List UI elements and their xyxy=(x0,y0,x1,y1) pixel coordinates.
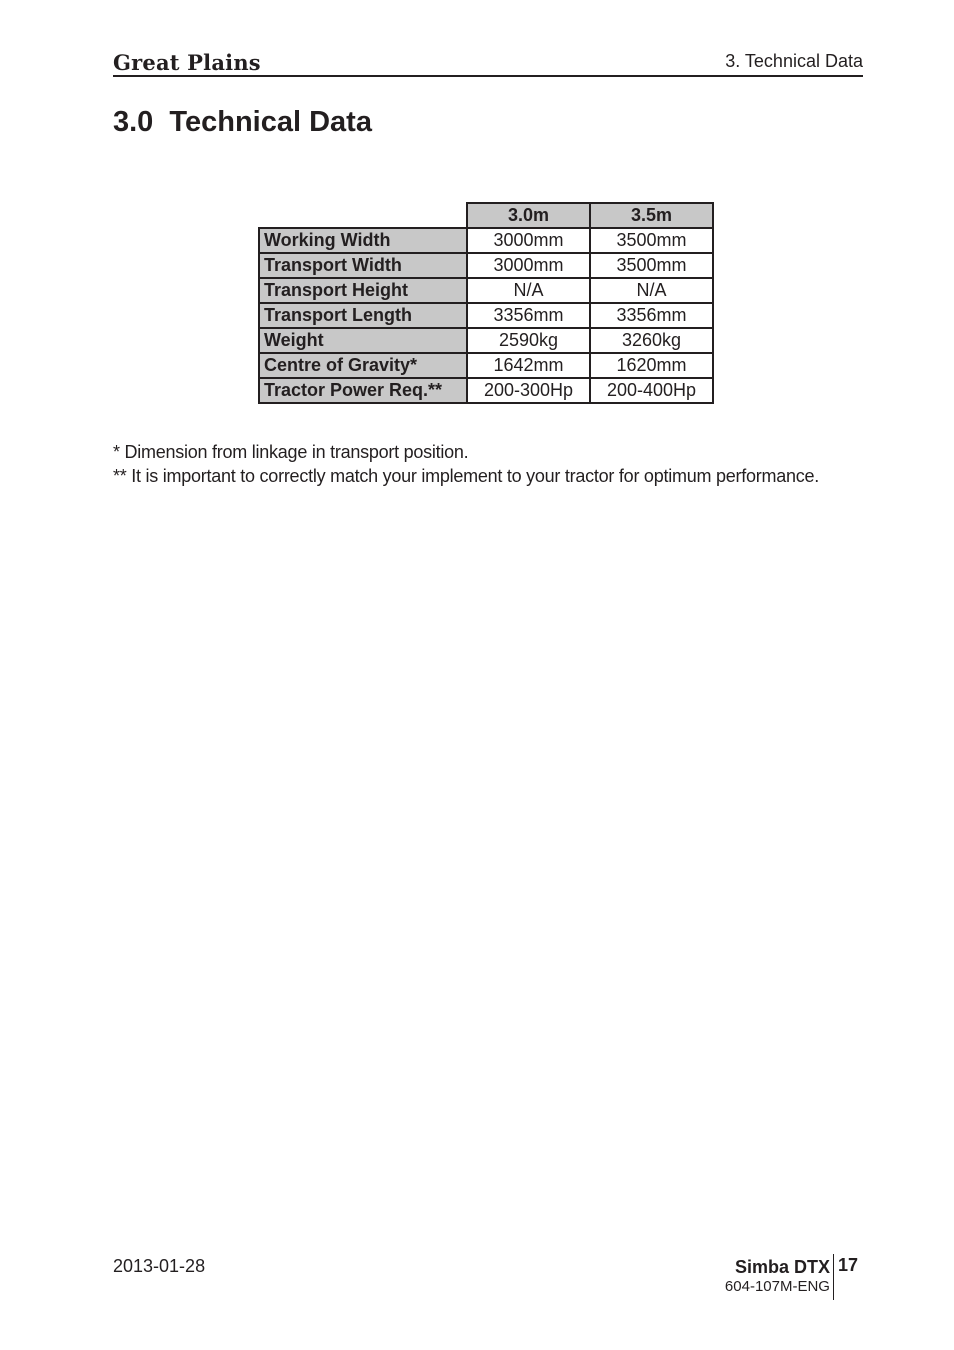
column-header-3-0m: 3.0m xyxy=(467,203,590,228)
footer-date: 2013-01-28 xyxy=(113,1256,206,1276)
row-label: Transport Length xyxy=(259,303,467,328)
table-row xyxy=(259,353,713,378)
table-cell: 200-300Hp xyxy=(467,378,590,403)
page-number: 17 xyxy=(837,1255,858,1275)
footnote-tractor-match: ** It is important to correctly match your implement to your tractor for optimum performance. xyxy=(113,466,820,486)
page-title: 3.0 Technical Data xyxy=(113,106,372,138)
product-name: Simba DTX xyxy=(734,1257,830,1277)
section-reference: 3. Technical Data xyxy=(725,51,863,71)
table-cell: 1642mm xyxy=(467,353,590,378)
table-corner xyxy=(259,203,467,228)
table-row xyxy=(259,278,713,303)
footnote-dimension: * Dimension from linkage in transport position. xyxy=(113,442,469,462)
page-header xyxy=(113,48,863,77)
table-cell: 3500mm xyxy=(590,253,713,278)
table-cell: 3000mm xyxy=(467,253,590,278)
table-cell: 3260kg xyxy=(590,328,713,353)
table-row xyxy=(259,328,713,353)
table-cell: 1620mm xyxy=(590,353,713,378)
table-header-row xyxy=(259,203,713,228)
row-label: Centre of Gravity* xyxy=(259,353,467,378)
footnotes xyxy=(113,440,819,488)
table-cell: N/A xyxy=(467,278,590,303)
table-row xyxy=(259,303,713,328)
technical-data-table xyxy=(258,202,714,404)
row-label: Transport Height xyxy=(259,278,467,303)
table-row xyxy=(259,228,713,253)
table-cell: 2590kg xyxy=(467,328,590,353)
row-label: Tractor Power Req.** xyxy=(259,378,467,403)
document-code: 604-107M-ENG xyxy=(724,1278,830,1295)
table-row xyxy=(259,253,713,278)
table-cell: 200-400Hp xyxy=(590,378,713,403)
table-cell: 3000mm xyxy=(467,228,590,253)
table-cell: 3356mm xyxy=(590,303,713,328)
footer-product-block xyxy=(725,1254,834,1300)
row-label: Working Width xyxy=(259,228,467,253)
table-row xyxy=(259,378,713,403)
table-cell: 3500mm xyxy=(590,228,713,253)
table-cell: 3356mm xyxy=(467,303,590,328)
row-label: Weight xyxy=(259,328,467,353)
table-cell: N/A xyxy=(590,278,713,303)
row-label: Transport Width xyxy=(259,253,467,278)
column-header-3-5m: 3.5m xyxy=(590,203,713,228)
page-footer xyxy=(725,1254,858,1300)
brand-logo: Great Plains xyxy=(113,50,261,75)
